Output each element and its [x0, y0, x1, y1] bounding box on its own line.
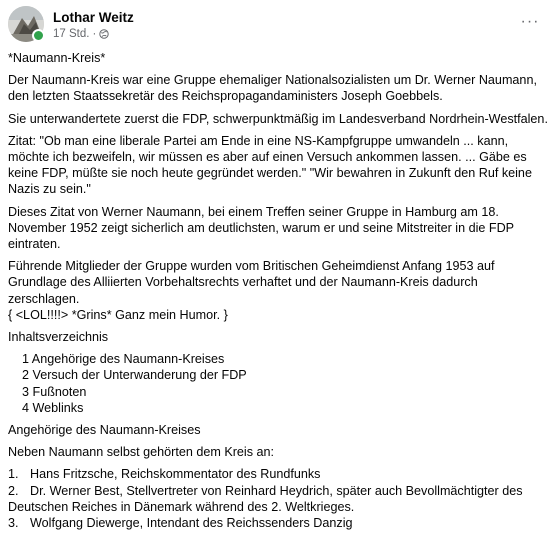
paragraph-quote-context: Dieses Zitat von Werner Naumann, bei einem Treffen seiner Gruppe in Hamburg am 18. November 1952 zeigt sicherlich am deutlichsten, warum er und seine Mitstreiter in die FDP eintraten.: [8, 204, 514, 252]
toc-item: 1 Angehörige des Naumann-Kreises: [22, 352, 225, 367]
toc-item: 4 Weblinks: [22, 400, 84, 415]
toc-item: 2 Versuch der Unterwanderung der FDP: [22, 368, 247, 383]
post-header: [8, 6, 548, 46]
paragraph-intro: Der Naumann-Kreis war eine Gruppe ehemaliger Nationalsozialisten um Dr. Werner Naumann, den letzten Staatssekretär des Reichspropagandaministers Joseph Goebbels.: [8, 73, 537, 104]
ellipsis-icon: ···: [520, 13, 540, 30]
list-item: [8, 466, 550, 482]
toc-item: 3 Fußnoten: [22, 384, 87, 399]
list-text: Wolfgang Diewerge, Intendant des Reichssenders Danzig: [30, 516, 353, 531]
section-heading: Angehörige des Naumann-Kreises: [8, 423, 201, 438]
globe-icon[interactable]: [99, 29, 109, 39]
paragraph-arrest: [8, 258, 550, 323]
list-item: [8, 515, 550, 531]
list-number: 1.: [8, 467, 19, 482]
list-item: [8, 483, 550, 515]
list-text: Hans Fritzsche, Reichskommentator des Rundfunks: [30, 467, 321, 482]
table-of-contents: [8, 351, 550, 416]
online-status-dot: [32, 29, 45, 42]
comment-line: { <LOL!!!!> *Grins* Ganz mein Humor. }: [8, 307, 228, 322]
post-meta: [53, 28, 109, 40]
members-list: [8, 466, 550, 531]
paragraph-fdp: Sie unterwandertete zuerst die FDP, schwerpunktmäßig im Landesverband Nordrhein-Westfalen.: [8, 111, 548, 126]
list-number: 3.: [8, 516, 19, 531]
post-time[interactable]: 17 Std.: [53, 28, 90, 40]
members-intro: Neben Naumann selbst gehörten dem Kreis an:: [8, 445, 275, 460]
post-body: [8, 50, 550, 531]
paragraph-arrest-text: Führende Mitglieder der Gruppe wurden vom Britischen Geheimdienst Anfang 1953 auf Grundlage des Alliierten Vorbehaltsrechts verhaftet und der Naumann-Kreis dadurch zerschlagen.: [8, 259, 495, 306]
author-name[interactable]: Lothar Weitz: [53, 10, 134, 25]
list-number: 2.: [8, 483, 19, 498]
toc-heading: Inhaltsverzeichnis: [8, 330, 109, 345]
avatar[interactable]: [8, 6, 44, 42]
more-options-button[interactable]: [518, 12, 542, 32]
list-text: Dr. Werner Best, Stellvertreter von Reinhard Heydrich, später auch Bevollmächtigter des Deutschen Reiches in Dänemark während des 2. Weltkrieges.: [8, 483, 523, 514]
paragraph-quote: Zitat: "Ob man eine liberale Partei am Ende in eine NS-Kampfgruppe umwandeln ... kann, möchte ich bezweifeln, wir müssen es aber auf einen Versuch ankommen lassen. ... Gäbe es keine FDP, müßte sie noch heute gegründet werden." "Wir bewahren in Zukunft den Ruf keine Nazis zu sein.": [8, 133, 532, 197]
meta-separator: ·: [92, 28, 97, 40]
post-title: *Naumann-Kreis*: [8, 51, 106, 65]
